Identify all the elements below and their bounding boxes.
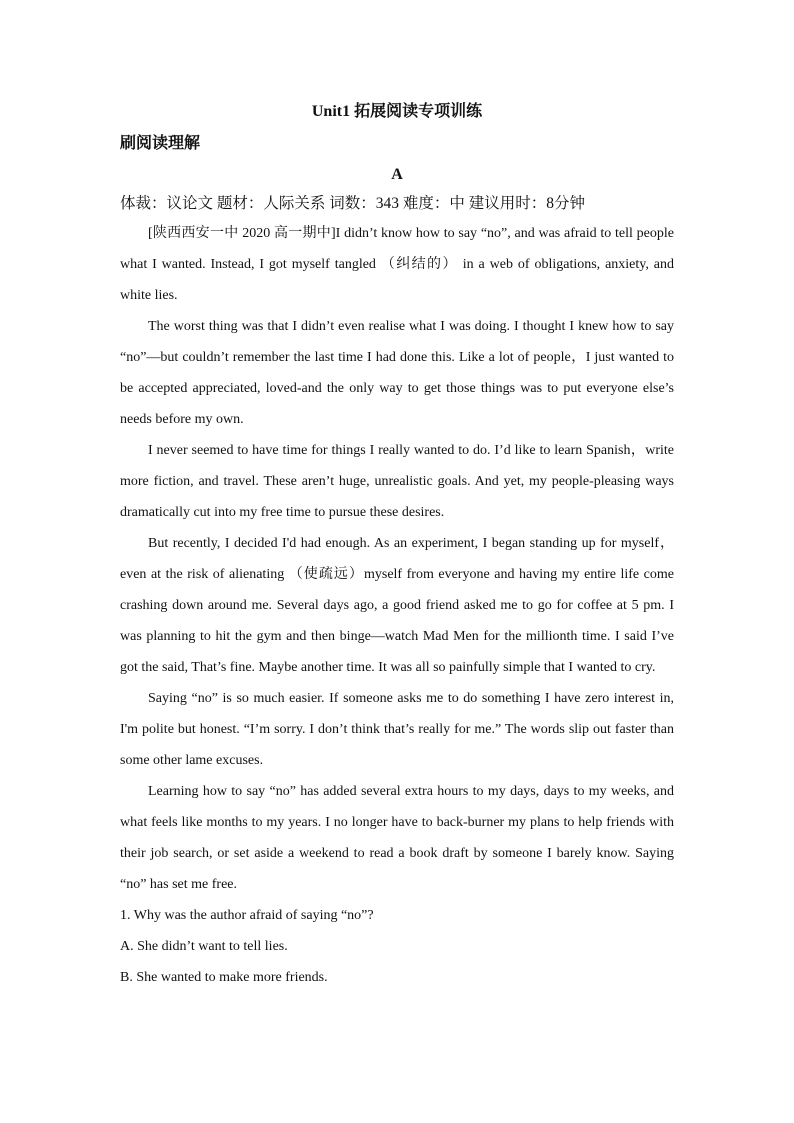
question-block xyxy=(120,900,674,993)
answer-option-a: A. She didn’t want to tell lies. xyxy=(120,939,288,954)
passage-label: A xyxy=(391,166,403,183)
question-stem: 1. Why was the author afraid of saying “no”? xyxy=(120,908,374,923)
document-title: Unit1 拓展阅读专项训练 xyxy=(311,103,483,120)
passage-body xyxy=(120,218,674,900)
answer-option-b: B. She wanted to make more friends. xyxy=(120,970,328,985)
passage-paragraph: The worst thing was that I didn’t even realise what I was doing. I thought I knew how to say “no”—but couldn’t remember the last time I had done this. Like a lot of people，I just wanted to be accepted appreciated, loved-and the only way to get those things was to put everyone else’s needs before my own. xyxy=(120,319,674,427)
document-page xyxy=(120,100,674,993)
passage-paragraph: Saying “no” is so much easier. If someone asks me to do something I have zero interest in, I'm polite but honest. “I’m sorry. I don’t think that’s really for me.” The words slip out faster than some other lame excuses. xyxy=(120,691,674,768)
passage-paragraph: Learning how to say “no” has added several extra hours to my days, days to my weeks, and what feels like months to my years. I no longer have to back-burner my plans to help friends with their job search, or set aside a weekend to read a book draft by someone I barely know. Saying “no” has set me free. xyxy=(120,784,674,892)
passage-meta-info: 体裁：议论文 题材：人际关系 词数：343 难度：中 建议用时：8分钟 xyxy=(120,195,586,212)
section-heading: 刷阅读理解 xyxy=(120,135,201,152)
passage-paragraph: [陕西西安一中 2020 高一期中]I didn’t know how to say “no”, and was afraid to tell people what I wanted. Instead, I got myself tangled （纠结的） in a web of obligations, anxiety, and white lies. xyxy=(120,226,674,303)
passage-paragraph: But recently, I decided I'd had enough. As an experiment, I began standing up for myself， even at the risk of alienating （使疏远）myself from everyone and having my entire life come crashing down around me. Several days ago, a good friend asked me to go for coffee at 5 pm. I was planning to hit the gym and then binge—watch Mad Men for the millionth time. I said I’ve got the said, That’s fine. Maybe another time. It was all so painfully simple that I wanted to cry. xyxy=(120,536,674,675)
passage-paragraph: I never seemed to have time for things I really wanted to do. I’d like to learn Spanish，write more fiction, and travel. These aren’t huge, unrealistic goals. And yet, my people-pleasing ways dramatically cut into my free time to pursue these desires. xyxy=(120,443,674,520)
